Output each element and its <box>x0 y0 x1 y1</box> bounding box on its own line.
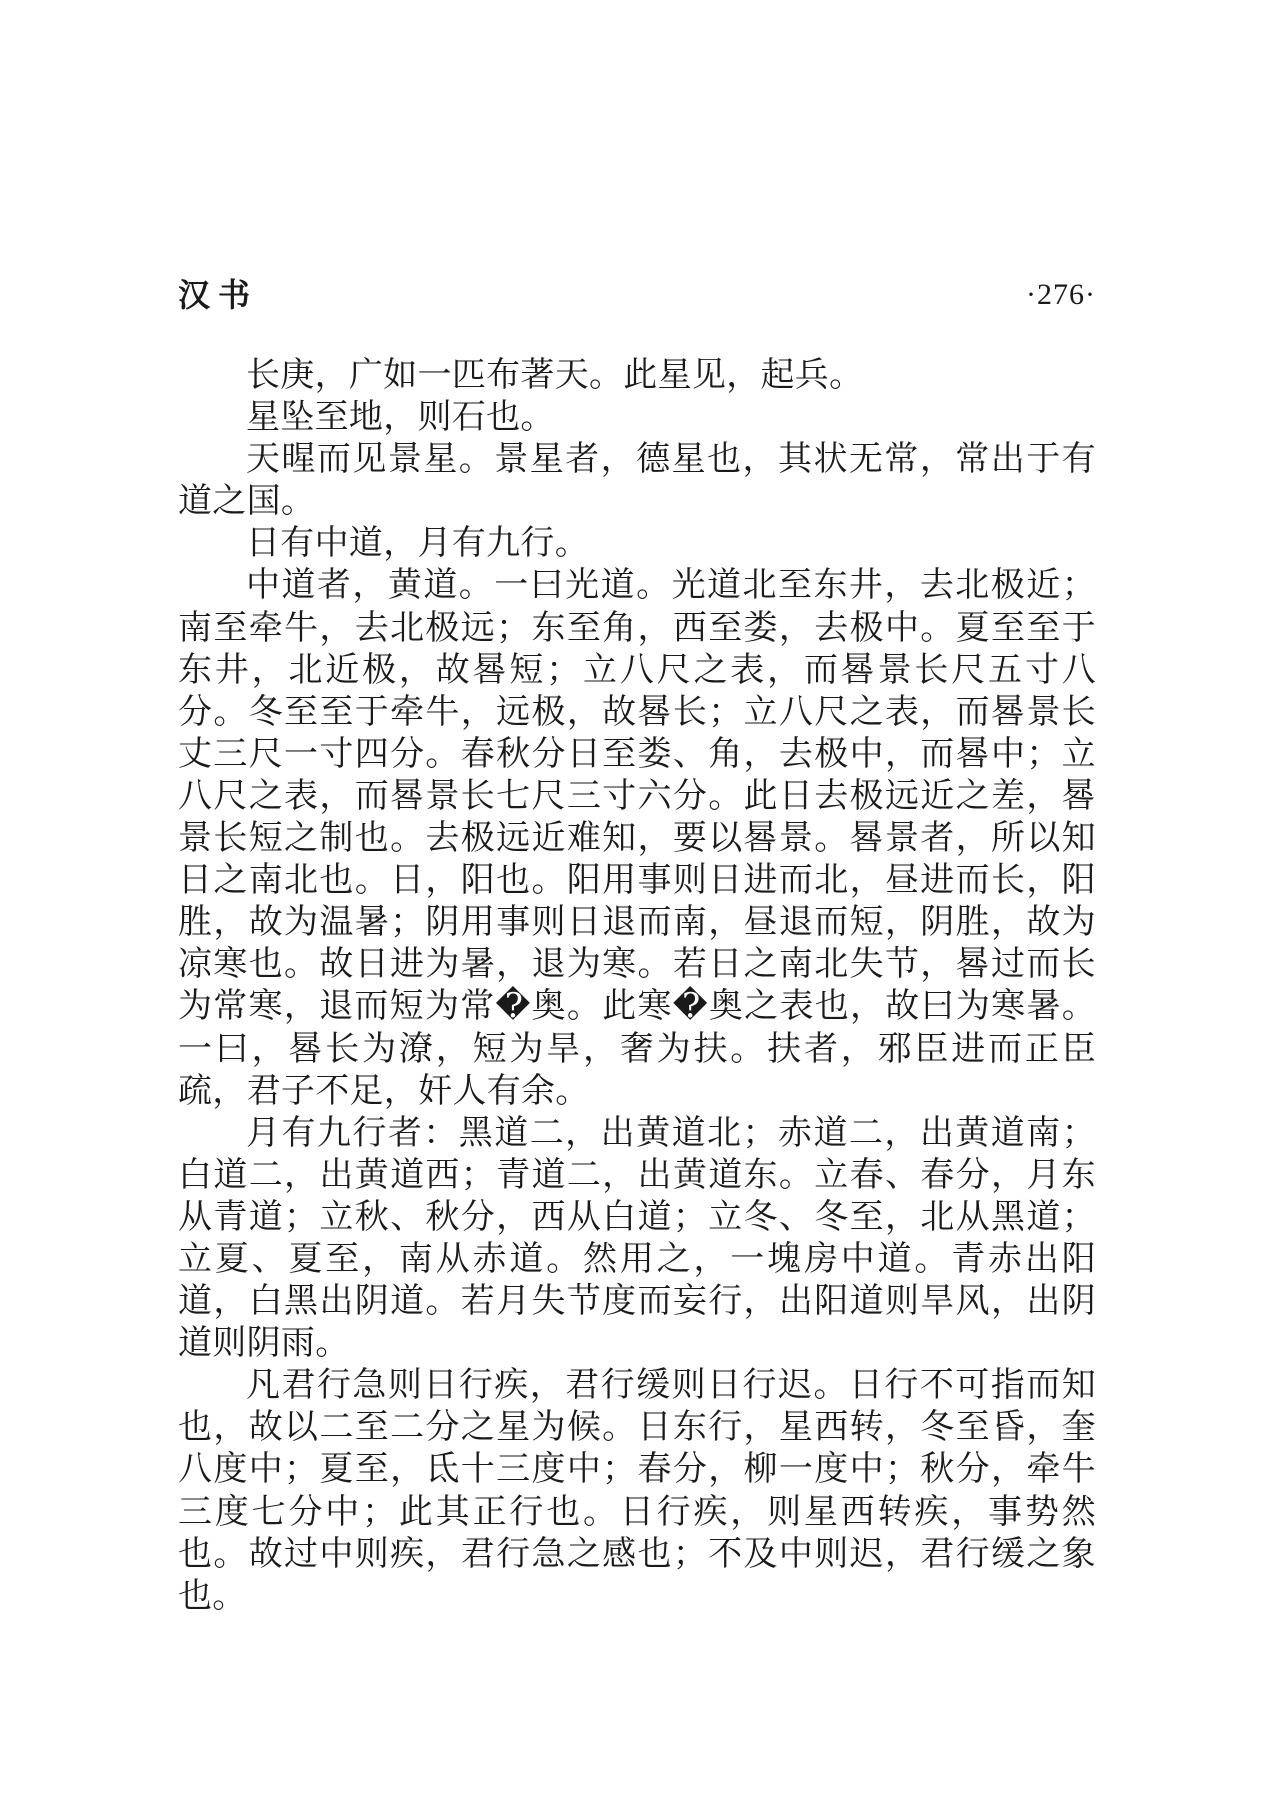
paragraph: 月有九行者：黑道二，出黄道北；赤道二，出黄道南；白道二，出黄道西；青道二，出黄道东。立春、春分，月东从青道；立秋、秋分，西从白道；立冬、冬至，北从黑道；立夏、夏至，南从赤道。然用之，一塊房中道。青赤出阳道，白黑出阴道。若月失节度而妄行，出阳道则旱风，出阴道则阴雨。 <box>178 1112 1096 1364</box>
page-number: ·276· <box>1026 278 1096 311</box>
paragraph: 凡君行急则日行疾，君行缓则日行迟。日行不可指而知也，故以二至二分之星为候。日东行，星西转，冬至昏，奎八度中；夏至，氐十三度中；春分，柳一度中；秋分，牵牛三度七分中；此其正行也。日行疾，则星西转疾，事势然也。故过中则疾，君行急之感也；不及中则迟，君行缓之象也。 <box>178 1365 1096 1616</box>
book-title: 汉书 <box>178 276 259 314</box>
paragraph: 星坠至地，则石也。 <box>246 397 555 438</box>
page-header <box>178 270 1096 320</box>
paragraph: 长庚，广如一匹布著天。此星见，起兵。 <box>246 355 864 395</box>
body-text <box>178 354 1096 1617</box>
paragraph: 中道者，黄道。一曰光道。光道北至东井，去北极近；南至牵牛，去北极远；东至角，西至娄，去极中。夏至至于东井，北近极，故晷短；立八尺之表，而晷景长尺五寸八分。冬至至于牵牛，远极，故晷长；立八尺之表，而晷景长丈三尺一寸四分。春秋分日至娄、角，去极中，而晷中；立八尺之表，而晷景长七尺三寸六分。此日去极远近之差，晷景长短之制也。去极远近难知，要以晷景。晷景者，所以知日之南北也。日，阳也。阳用事则日进而北，昼进而长，阳胜，故为温暑；阴用事则日退而南，昼退而短，阴胜，故为凉寒也。故日进为暑，退为寒。若日之南北失节，晷过而长为常寒，退而短为常�奥。此寒�奥之表也，故曰为寒暑。一曰，晷长为潦，短为旱，奢为扶。扶者，邪臣进而正臣疏，君子不足，奸人有余。 <box>178 565 1096 1111</box>
paragraph: 日有中道，月有九行。 <box>246 523 589 564</box>
paragraph: 天暒而见景星。景星者，德星也，其状无常，常出于有道之国。 <box>178 439 1096 522</box>
